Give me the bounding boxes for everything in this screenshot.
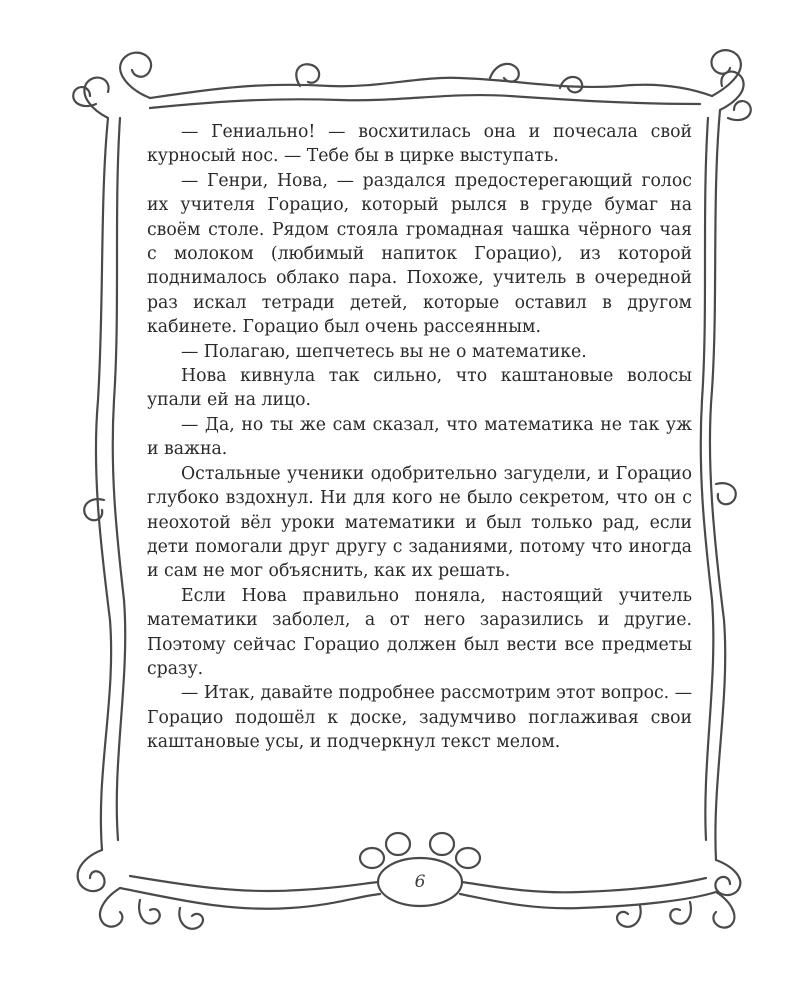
left-mid-swirl [84, 499, 104, 520]
paragraph: — Да, но ты же сам сказал, что математика не так уж и важна. [147, 414, 692, 460]
frame-left-inner [113, 118, 126, 840]
paw-toe-2 [386, 833, 410, 855]
top-right-curl [720, 72, 744, 110]
frame-top-outer [150, 78, 712, 98]
paragraph: Остальные ученики одобрительно загудели, и Горацио глубоко вздохнул. Ни для кого не было секретом, что он с неохотой вёл уроки математики и был только рад, если дети помогали друг другу с заданиями, потому что иногда и сам не мог объяснить, как их решать. [147, 463, 692, 582]
paragraph: — Гениально! — восхитилась она и почесала свой курносый нос. — Тебе бы в цирке выступать. [147, 122, 692, 167]
bottom-right-curl [713, 892, 734, 928]
top-center-swirl-3 [560, 77, 582, 92]
paragraph: — Генри, Нова, — раздался предостерегающий голос их учителя Горацио, который рылся в груде бумаг на своём столе. Рядом стояла громадная чашка чёрного чая с молоком (любимый напиток Горацио), из которой поднималось облако пара. Похоже, учитель в очередной раз искал тетради детей, которые оставил в другом кабинете. Горацио был очень рассеянным. [147, 170, 692, 338]
page-text [147, 120, 692, 755]
bottom-left-flourish [78, 850, 105, 891]
paragraph: — Итак, давайте подробнее рассмотрим этот вопрос. — Горацио подошёл к доске, задумчиво поглаживая свои каштановые усы, и подчеркнул текст мелом. [147, 683, 692, 753]
top-center-swirl [296, 64, 319, 86]
paw-toe-4 [456, 848, 480, 868]
right-mid-swirl [716, 483, 736, 504]
bottom-left-curl [100, 888, 122, 927]
page-number: 6 [414, 872, 426, 892]
paragraph: Если Нова правильно поняла, настоящий учитель математики заболел, а от него заразились и другие. Поэтому сейчас Горацио должен был вести все предметы сразу. [147, 585, 692, 679]
paw-toe-1 [360, 848, 384, 868]
bottom-right-swirl [670, 902, 691, 924]
bottom-left-loop [179, 908, 203, 929]
frame-top-inner [150, 95, 700, 108]
paragraph: — Полагаю, шепчетесь вы не о математике. [181, 341, 587, 362]
top-left-curl [84, 78, 108, 118]
paragraph: Нова кивнула так сильно, что каштановые волосы упали ей на лицо. [147, 366, 692, 411]
paw-toe-3 [430, 833, 454, 855]
bottom-left-swirl [139, 900, 160, 924]
top-left-flourish [120, 53, 151, 98]
bottom-right-loop [617, 906, 641, 927]
frame-left-outer [96, 118, 111, 850]
frame-right-outer [710, 110, 725, 860]
bottom-right-flourish [715, 860, 740, 895]
